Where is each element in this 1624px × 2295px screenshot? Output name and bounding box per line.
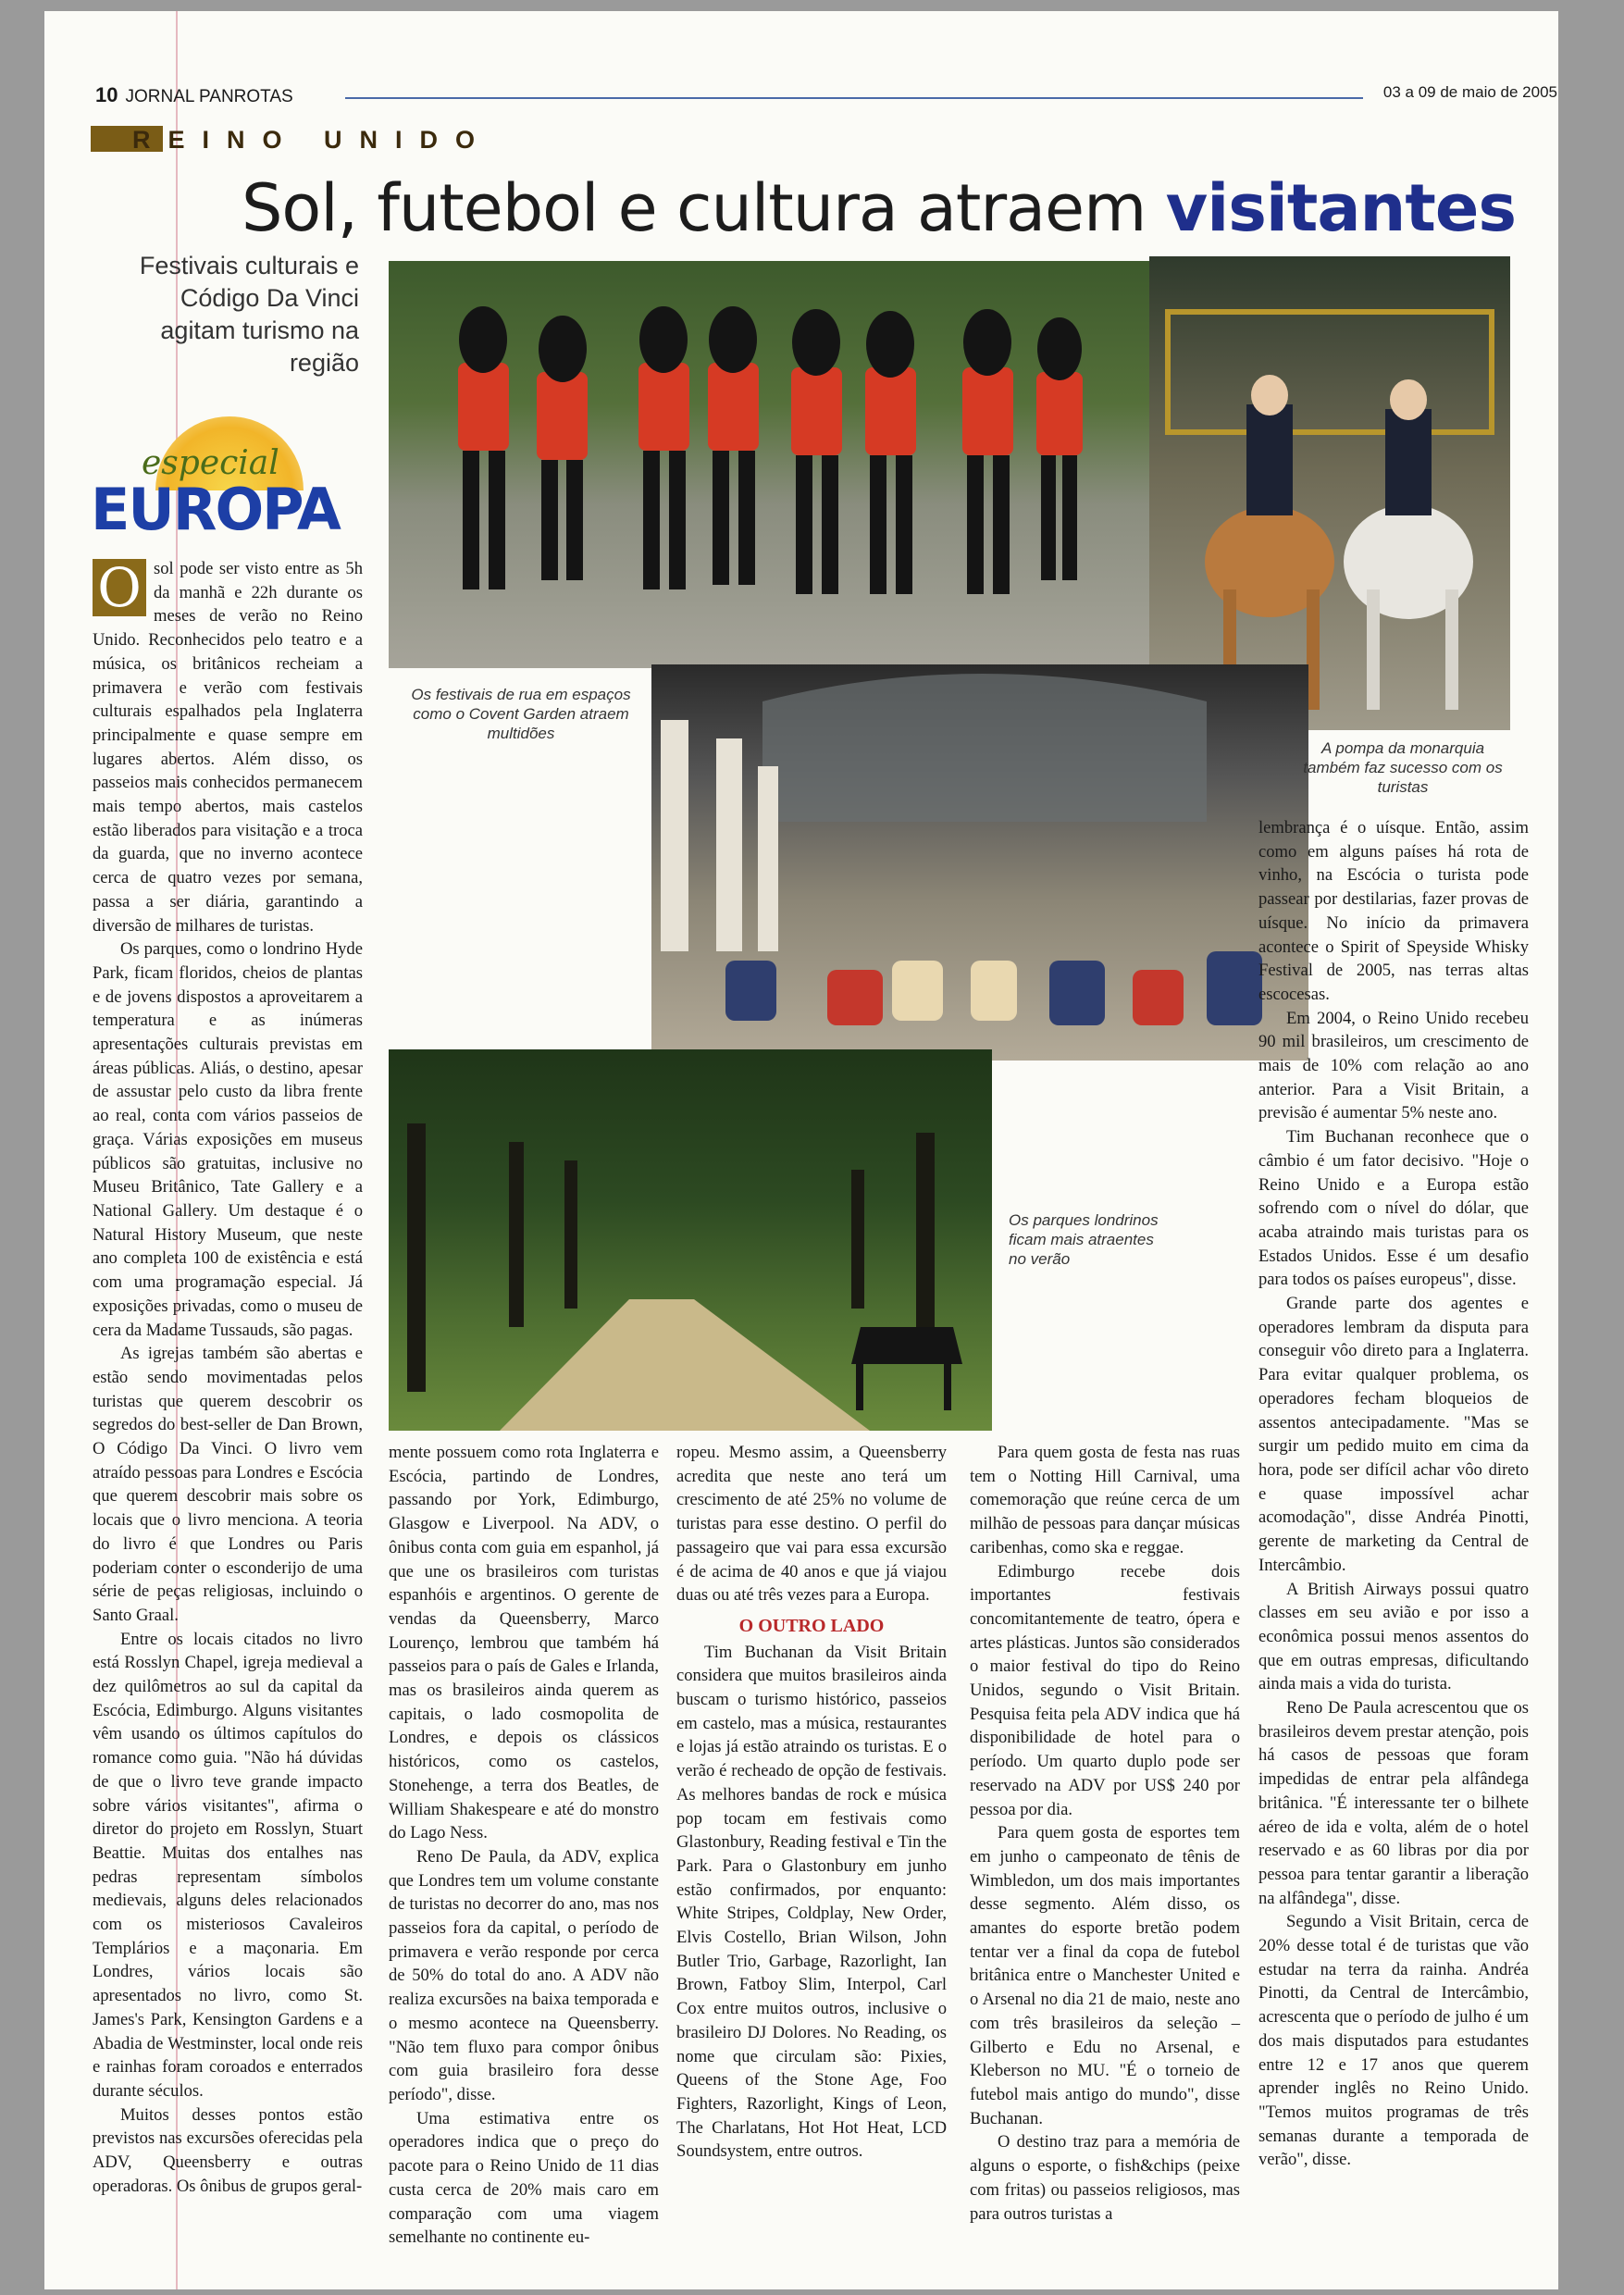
paragraph: Edimburgo recebe dois importantes festivais concomitantemente de teatro, ópera e artes plásticas. Juntos são considerados o maior festival do tipo do Reino Unidos, segundo o Visit Britain. Pesquisa feita pela ADV indica que há disponibilidade de hotel para o período. Um quarto duplo pode ser reservado na ADV por US$ 240 por pessoa por dia. [970,1561,1240,1819]
paragraph: Tim Buchanan da Visit Britain considera que muitos brasileiros ainda buscam o turismo histórico, passeios em castelo, mas a música, restaurantes e lojas já estão atraindo os turistas. E o verão é recheado de opção de festivais. As melhores bandas de rock e música pop tocam em festivais como Glastonbury, Reading festival e Tin the Park. Para o Glastonbury em junho estão confirmados, por enquanto: White Stripes, Coldplay, New Order, Elvis Costello, Brian Wilson, John Butler Trio, Garbage, Razorlight, Ian Brown, Fatboy Slim, Interpol, Carl Cox entre muitos outros, inclusive o brasileiro DJ Dolores. No Reading, os nome que circulam são: Pixies, Queens of the Stone Age, Foo Fighters, Razorlight, Kings of Leon, The Charlatans, Hot Hot Heat, LCD Soundsystem, entre outros. [676,1642,947,2162]
subhead-o-outro-lado: O OUTRO LADO [738,1615,885,1636]
horses-drawing [1149,256,1510,730]
paragraph: Muitos desses pontos estão previstos nas excursões oferecidas pela ADV, Queensberry e outras operadoras. Os ônibus de grupos geral- [93,2104,363,2196]
paragraph: Em 2004, o Reino Unido recebeu 90 mil brasileiros, um crescimento de mais de 10% com relação ao ano anterior. Para a Visit Britain, a previsão é aumentar 5% neste ano. [1258,1008,1529,1123]
header-rule [345,97,1363,99]
paragraph: Para quem gosta de esportes tem em junho o campeonato de tênis de Wimbledon, um dos mais importantes desse segmento. Além disso, os amantes do esporte bretão podem tentar ver a final da copa de futebol britânica entre o Manchester United e o Arsenal no dia 21 de maio, neste ano com três brasileiros da seleção – Gilberto e Edu no Arsenal, e Kleberson no MU. "É o torneio de futebol mais antigo do mundo", disse Buchanan. [970,1823,1240,2128]
article-column-2 [389,1441,659,2255]
article-column-4 [970,1441,1240,2255]
page-number: 10 [95,83,118,106]
headline-main: Sol, futebol e cultura atraem [241,170,1147,246]
paragraph: O destino traz para a memória de alguns o esporte, o fish&chips (peixe com fritas) ou passeios religiosos, mas para outros turistas a [970,2132,1240,2224]
header-left [95,83,293,107]
caption-monarchy: A pompa da monarquia também faz sucesso com os turistas [1303,739,1503,796]
especial-europa-logo [91,409,359,543]
guards-photo [389,261,1149,668]
article-column-1 [93,557,363,2260]
paragraph: Reno De Paula, da ADV, explica que Londres tem um volume constante de turistas no decorrer do ano, mas nos passeios fora da capital, o período de primavera e verão responde por cerca de 50% do total do ano. A ADV não realiza excursões na baixa temporada e o mesmo acontece na Queensberry. "Não tem fluxo para compor ônibus com guia brasileiro fora desse período", disse. [389,1846,659,2104]
logo-europa: EUROPA [91,476,340,543]
article-column-5 [1258,816,1529,2260]
deck: Festivais culturais e Código Da Vinci agitam turismo na região [139,252,359,377]
paragraph: A British Airways possui quatro classes em seu avião e por isso a econômica possui menos assentos do que em outras empresas, dificultando ainda mais a vida do turista. [1258,1579,1529,1694]
issue-date: 03 a 09 de maio de 2005 [1382,83,1557,101]
paragraph: Os parques, como o londrino Hyde Park, ficam floridos, cheios de plantas e de jovens dispostos a aproveitarem a temperatura e as inúmeras apresentações culturais previstas em áreas públicas. Aliás, o destino, apesar de assustar pelo custo da libra frente ao real, conta com vários passeios de graça. Várias exposições em museus públicos são gratuitas, inclusive no Museu Britânico, Tate Gallery e a National Gallery. Um destaque é o Natural History Museum, que neste ano completa 100 de existência e está com uma programação especial. Já exposições privadas, como o museu de cera da Madame Tussauds, são pagas. [93,939,363,1340]
dropcap: O [93,559,146,616]
article-column-3 [676,1441,947,2255]
publication-name: JORNAL PANROTAS [125,87,293,106]
headline-highlight: visitantes [1165,170,1516,246]
covent-garden-photo [651,664,1308,1061]
crowd-drawing [651,664,1308,1061]
caption-parks: Os parques londrinos ficam mais atraentes no verão [1009,1211,1159,1268]
page-header [95,83,1557,107]
paragraph-text: sol pode ser visto entre as 5h da manhã e 22h durante os meses de verão no Reino Unido. Reconhecidos pelo teatro e a música, os britânicos recheiam a primavera e verão com festivais culturais espalhados pela Inglaterra principalmente e quase sempre em lugares abertos. Além disso, os passeios mais conhecidos permanecem mais tempo abertos, mais castelos estão liberados para visitação e a troca da guarda, que no inverno acontece cerca de quatro vezes por semana, passa a ser diária, garantindo a diversão de milhares de turistas. [93,559,363,936]
paragraph: ropeu. Mesmo assim, a Queensberry acredita que neste ano terá um crescimento de até 25% no volume de turistas para esse destino. O perfil do passageiro que vai para essa excursão é de acima de 40 anos e que já viajou duas ou até três vezes para a Europa. [676,1443,947,1606]
section-label: REINO UNIDO [91,126,492,152]
caption-covent-garden: Os festivais de rua em espaços como o Covent Garden atraem multidões [411,686,631,742]
paragraph: Segundo a Visit Britain, cerca de 20% desse total é de turistas que vão estudar na terra da rainha. Andréa Pinotti, da Central de Intercâmbio, acrescenta que o período de julho é um dos mais disputados para estudantes entre 12 e 17 anos que querem aprender inglês no Reino Unido. "Temos muitos programas de três semanas durante a temporada de verão", disse. [1258,1912,1529,2170]
logo-especial: especial [142,444,279,482]
newspaper-page [44,11,1558,2289]
paragraph: Para quem gosta de festa nas ruas tem o Notting Hill Carnival, uma comemoração que reúne cerca de um milhão de pessoas para dançar músicas caribenhas, como ska e reggae. [970,1443,1240,1557]
headline [44,170,1516,246]
paragraph [93,557,363,937]
paragraph: Uma estimativa entre os operadores indica que o preço do pacote para o Reino Unido de 11 dias custa cerca de 20% mais caro em comparação com uma viagem semelhante no continente eu- [389,2108,659,2248]
paragraph: Grande parte dos agentes e operadores lembram da disputa para conseguir vôo direto para a Inglaterra. Para evitar qualquer problema, os operadores fecham bloqueios de assentos antecipadamente. "Mas se surgir um pedido muito em cima da hora, pode ser difícil achar vôo direto e quase impossível achar acomodação", disse Andréa Pinotti, gerente de marketing da Central de Intercâmbio. [1258,1294,1529,1575]
paragraph: lembrança é o uísque. Então, assim como em alguns países há rota de vinho, na Escócia o turista pode passear por destilarias, fazer provas de uísque. No início da primavera acontece o Spirit of Speyside Whisky Festival de 2005, nas terras altas escocesas. [1258,818,1529,1004]
paragraph: mente possuem como rota Inglaterra e Escócia, partindo de Londres, passando por York, Edimburgo, Glasgow e Liverpool. Na ADV, o ônibus conta com guia em espanhol, já que une os brasileiros com turistas espanhóis e argentinos. O gerente de vendas da Queensberry, Marco Lourenço, lembrou que também há passeios para o país de Gales e Irlanda, mas os brasileiros ainda querem as capitais, o lado cosmopolita de Londres, e depois os clássicos históricos, como os castelos, Stonehenge, a terra dos Beatles, de William Shakespeare e até do monstro do Lago Ness. [389,1443,659,1843]
paragraph: Tim Buchanan reconhece que o câmbio é um fator decisivo. "Hoje o Reino Unido e a Europa estão sofrendo com o nível do dólar, que acaba atraindo mais turistas para os Estados Unidos. Esse é um desafio para todos os países europeus", disse. [1258,1127,1529,1290]
paragraph: Entre os locais citados no livro está Rosslyn Chapel, igreja medieval a dez quilômetros ao sul da capital da Escócia, Edimburgo. Alguns visitantes vêm usando os últimos capítulos do romance como guia. "Não há dúvidas de que o livro teve grande impacto sobre vários visitantes", afirma o diretor do projeto em Rosslyn, Stuart Beattie. Muitas dos entalhes nas pedras representam símbolos medievais, alguns deles relacionados com os misteriosos Cavaleiros Templários e a maçonaria. Em Londres, vários locais são apresentados no livro, como St. James's Park, Kensington Gardens e a Abadia de Westminster, local onde reis e rainhas foram coroados e enterrados durante séculos. [93,1629,363,2101]
paragraph: Reno De Paula acrescentou que os brasileiros devem prestar atenção, pois há casos de pessoas que foram impedidas de entrar pela alfândega britânica. "É interessante ter o bilhete aéreo de ida e volta, além de o hotel reservado e as 60 libras por dia por pessoa para tentar garantir a liberação na alfândega", disse. [1258,1698,1529,1908]
guards-drawing [389,261,1149,668]
mounted-police-photo [1149,256,1510,730]
park-drawing [389,1049,992,1431]
paragraph: As igrejas também são abertas e estão sendo movimentadas pelos turistas que querem descobrir os segredos do best-seller de Dan Brown, O Código Da Vinci. O livro vem atraído pessoas para Londres e Escócia que querem descobrir mais sobre os locais que o livro menciona. A teoria do livro é que Londres ou Paris poderiam conter o esconderijo de uma série de peças religiosas, incluindo o Santo Graal. [93,1344,363,1625]
park-photo [389,1049,992,1431]
